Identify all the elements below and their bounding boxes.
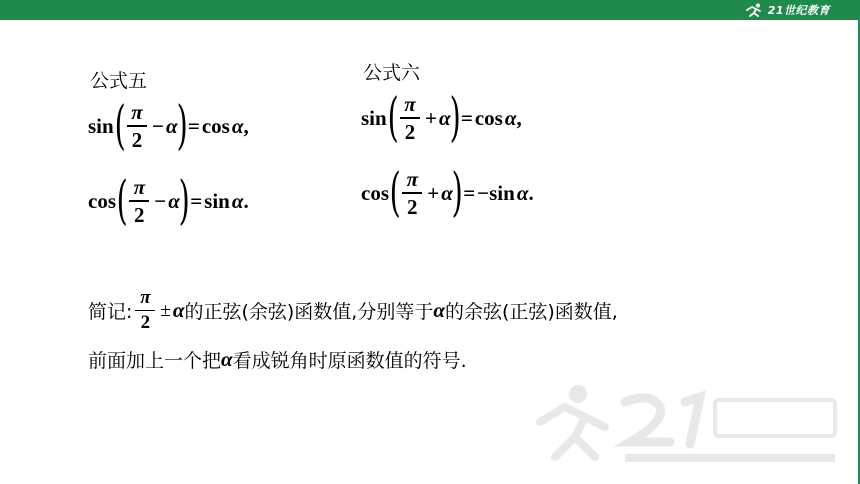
top-bar-background <box>0 0 860 20</box>
summary-line2-post: 看成锐角时原函数值的符号. <box>232 350 467 372</box>
punctuation: , <box>516 105 522 130</box>
plus-minus: ± <box>160 299 171 321</box>
numerator: π <box>140 287 151 308</box>
formula6-title: 公式六 <box>363 62 421 84</box>
right-paren: ) <box>178 171 190 231</box>
formula5-title: 公式五 <box>90 70 148 92</box>
variable-alpha: α <box>168 188 180 213</box>
fraction <box>129 176 149 226</box>
summary-text2: 的余弦(正弦)函数值, <box>444 301 618 324</box>
summary-fraction <box>135 288 155 333</box>
numerator: π <box>133 175 146 200</box>
fraction-bar <box>135 310 155 312</box>
variable-alpha: α <box>172 298 185 323</box>
fraction-bar <box>129 200 149 202</box>
right-paren: ) <box>451 163 463 223</box>
operator: − <box>151 113 164 138</box>
equals: = <box>463 180 476 205</box>
rhs-alpha: α <box>504 105 517 130</box>
variable-alpha-3: α <box>221 347 233 371</box>
top-bar <box>0 0 860 20</box>
rhs-function: cos <box>201 113 230 138</box>
equals: = <box>190 188 203 213</box>
denominator: 2 <box>131 127 143 152</box>
rhs-alpha: α <box>231 188 244 213</box>
numerator: π <box>406 167 419 192</box>
left-paren: ( <box>389 163 401 223</box>
formula5-line1 <box>88 96 249 156</box>
running-person-icon <box>744 3 764 17</box>
numerator: π <box>404 92 416 117</box>
fraction-bar <box>127 125 147 127</box>
punctuation: . <box>243 188 249 213</box>
formula5-line2 <box>88 171 249 231</box>
denominator: 2 <box>407 194 418 219</box>
equals: = <box>460 105 473 130</box>
variable-alpha: α <box>441 180 453 205</box>
denominator: 2 <box>134 202 145 227</box>
summary-line1 <box>88 288 618 333</box>
watermark-logo-icon <box>530 372 850 472</box>
rhs-function: cos <box>474 105 503 130</box>
header-logo <box>744 2 830 18</box>
summary-line2-pre: 前面加上一个把 <box>88 350 222 372</box>
equals: = <box>187 113 200 138</box>
left-paren: ( <box>387 88 399 148</box>
formula6-line2 <box>361 163 534 223</box>
fraction <box>400 93 420 143</box>
function-name: sin <box>361 105 387 130</box>
function-name: cos <box>361 180 389 205</box>
rhs-function: −sin <box>477 180 515 205</box>
left-paren: ( <box>114 96 126 156</box>
rhs-alpha: α <box>516 180 529 205</box>
punctuation: . <box>528 180 534 205</box>
variable-alpha: α <box>165 113 178 138</box>
fraction-bar <box>400 117 420 119</box>
summary-prefix: 简记: <box>88 301 133 324</box>
rhs-alpha: α <box>231 113 244 138</box>
function-name: sin <box>88 113 114 138</box>
fraction <box>127 101 147 151</box>
operator: − <box>154 188 167 213</box>
variable-alpha-2: α <box>433 298 445 323</box>
denominator: 2 <box>404 119 416 144</box>
fraction <box>402 168 422 218</box>
operator: + <box>424 105 437 130</box>
variable-alpha: α <box>438 105 451 130</box>
rhs-function: sin <box>204 188 230 213</box>
left-paren: ( <box>116 171 128 231</box>
operator: + <box>427 180 440 205</box>
function-name: cos <box>88 188 116 213</box>
denominator: 2 <box>140 312 151 334</box>
fraction-bar <box>402 192 422 194</box>
formula6-line1 <box>361 88 522 148</box>
summary-text1: 的正弦(余弦)函数值,分别等于 <box>184 301 434 324</box>
logo-text: 21世纪教育 <box>767 4 830 17</box>
numerator: π <box>131 100 143 125</box>
right-paren: ) <box>176 96 188 156</box>
punctuation: , <box>243 113 249 138</box>
summary-line2 <box>88 346 467 373</box>
right-paren: ) <box>449 88 461 148</box>
